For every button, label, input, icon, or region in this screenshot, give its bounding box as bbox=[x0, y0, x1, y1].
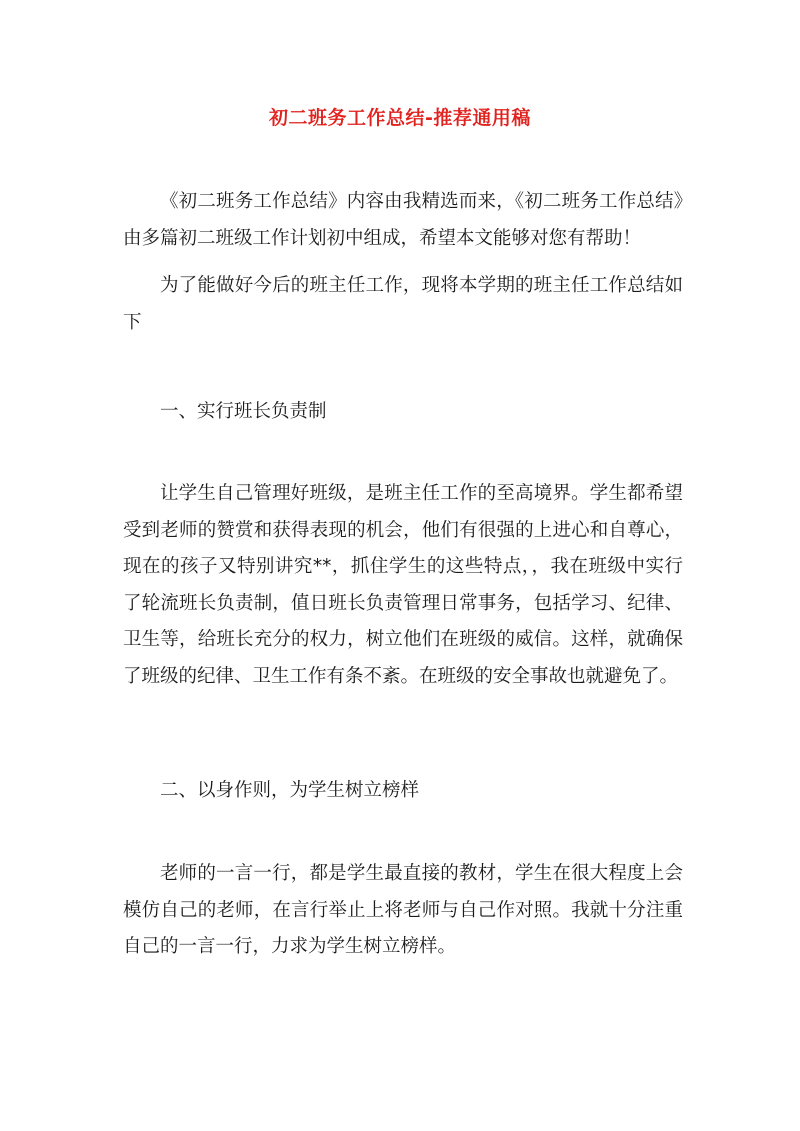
section-2-paragraph: 老师的一言一行，都是学生最直接的教材，学生在很大程度上会模仿自己的老师，在言行举止上将老师与自己作对照。我就十分注重自己的一言一行，力求为学生树立榜样。 bbox=[123, 863, 683, 957]
intro-paragraph-1: 《初二班务工作总结》内容由我精选而来，《初二班务工作总结》由多篇初二班级工作计划初中组成，希望本文能够对您有帮助！ bbox=[123, 191, 683, 249]
intro-paragraph-2: 为了能做好今后的班主任工作，现将本学期的班主任工作总结如下 bbox=[123, 275, 683, 333]
section-1-heading: 一、实行班长负责制 bbox=[160, 401, 327, 422]
section-2-heading: 二、以身作则，为学生树立榜样 bbox=[160, 780, 420, 801]
section-1-paragraph: 让学生自己管理好班级，是班主任工作的至高境界。学生都希望受到老师的赞赏和获得表现的机会，他们有很强的上进心和自尊心，现在的孩子又特别讲究**，抓住学生的这些特点，，我在班级中实行了轮流班长负责制，值日班长负责管理日常事务，包括学习、纪律、卫生等，给班长充分的权力，树立他们在班级的威信。这样，就确保了班级的纪律、卫生工作有条不紊。在班级的安全事故也就避免了。 bbox=[123, 483, 683, 687]
page-title: 初二班务工作总结-推荐通用稿 bbox=[269, 107, 531, 129]
